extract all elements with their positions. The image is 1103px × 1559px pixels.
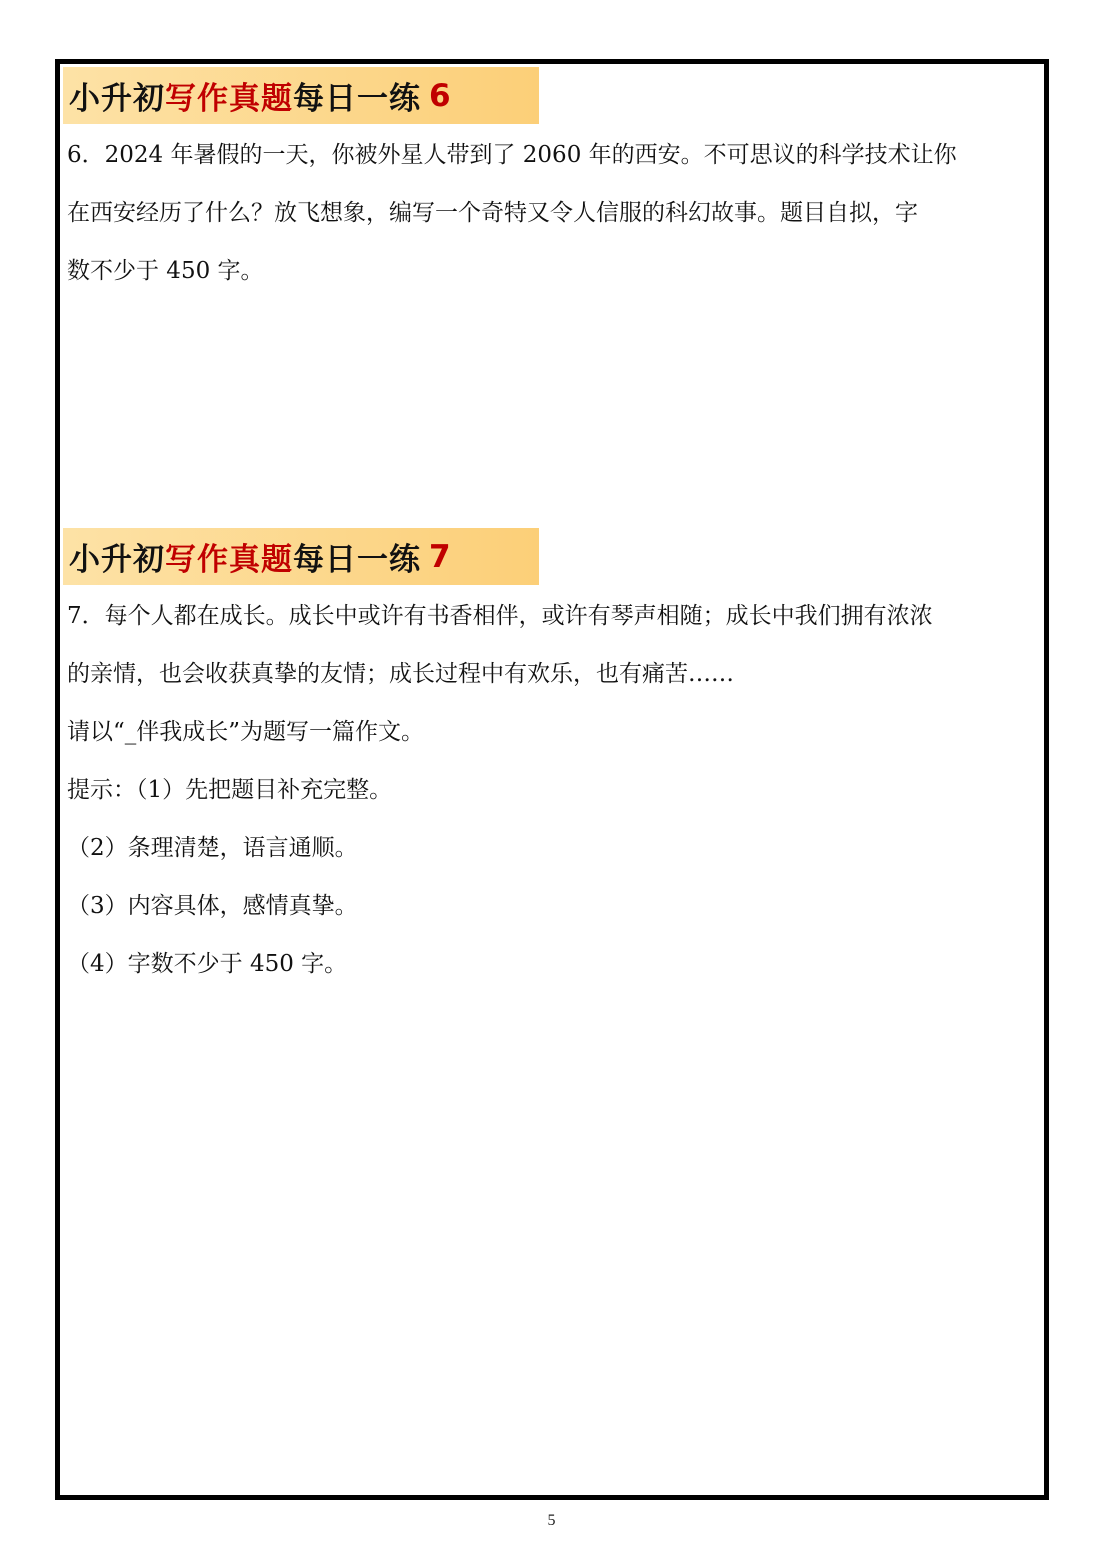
question-6-line: 数不少于 450 字。 — [67, 258, 264, 284]
banner-highlight: 写作真题 — [165, 542, 293, 578]
question-7-text — [67, 587, 1042, 993]
question-7-line: 提示：（1）先把题目补充完整。 — [67, 777, 393, 803]
question-6-text — [67, 126, 1042, 300]
banner-number: 7 — [429, 538, 452, 575]
question-7-line: （3）内容具体，感情真挚。 — [67, 893, 358, 919]
question-7-line: 请以“_伴我成长”为题写一篇作文。 — [67, 719, 425, 745]
banner-prefix: 小升初 — [69, 542, 165, 578]
banner-suffix: 每日一练 — [293, 542, 421, 578]
banner-suffix: 每日一练 — [293, 81, 421, 117]
question-7-line: 的亲情，也会收获真挚的友情；成长过程中有欢乐，也有痛苦…… — [67, 661, 734, 687]
question-6-line: 6．2024 年暑假的一天，你被外星人带到了 2060 年的西安。不可思议的科学技术让你 — [67, 142, 957, 168]
question-6-line: 在西安经历了什么？放飞想象，编写一个奇特又令人信服的科幻故事。题目自拟，字 — [67, 200, 918, 226]
section-7-banner — [63, 528, 539, 585]
banner-prefix: 小升初 — [69, 81, 165, 117]
question-7-line: （2）条理清楚，语言通顺。 — [67, 835, 358, 861]
banner-highlight: 写作真题 — [165, 81, 293, 117]
page-number: 5 — [547, 1512, 556, 1529]
question-7-line: （4）字数不少于 450 字。 — [67, 951, 348, 977]
section-6-banner — [63, 67, 539, 124]
question-7-line: 7．每个人都在成长。成长中或许有书香相伴，或许有琴声相随；成长中我们拥有浓浓 — [67, 603, 933, 629]
banner-number: 6 — [429, 77, 452, 114]
